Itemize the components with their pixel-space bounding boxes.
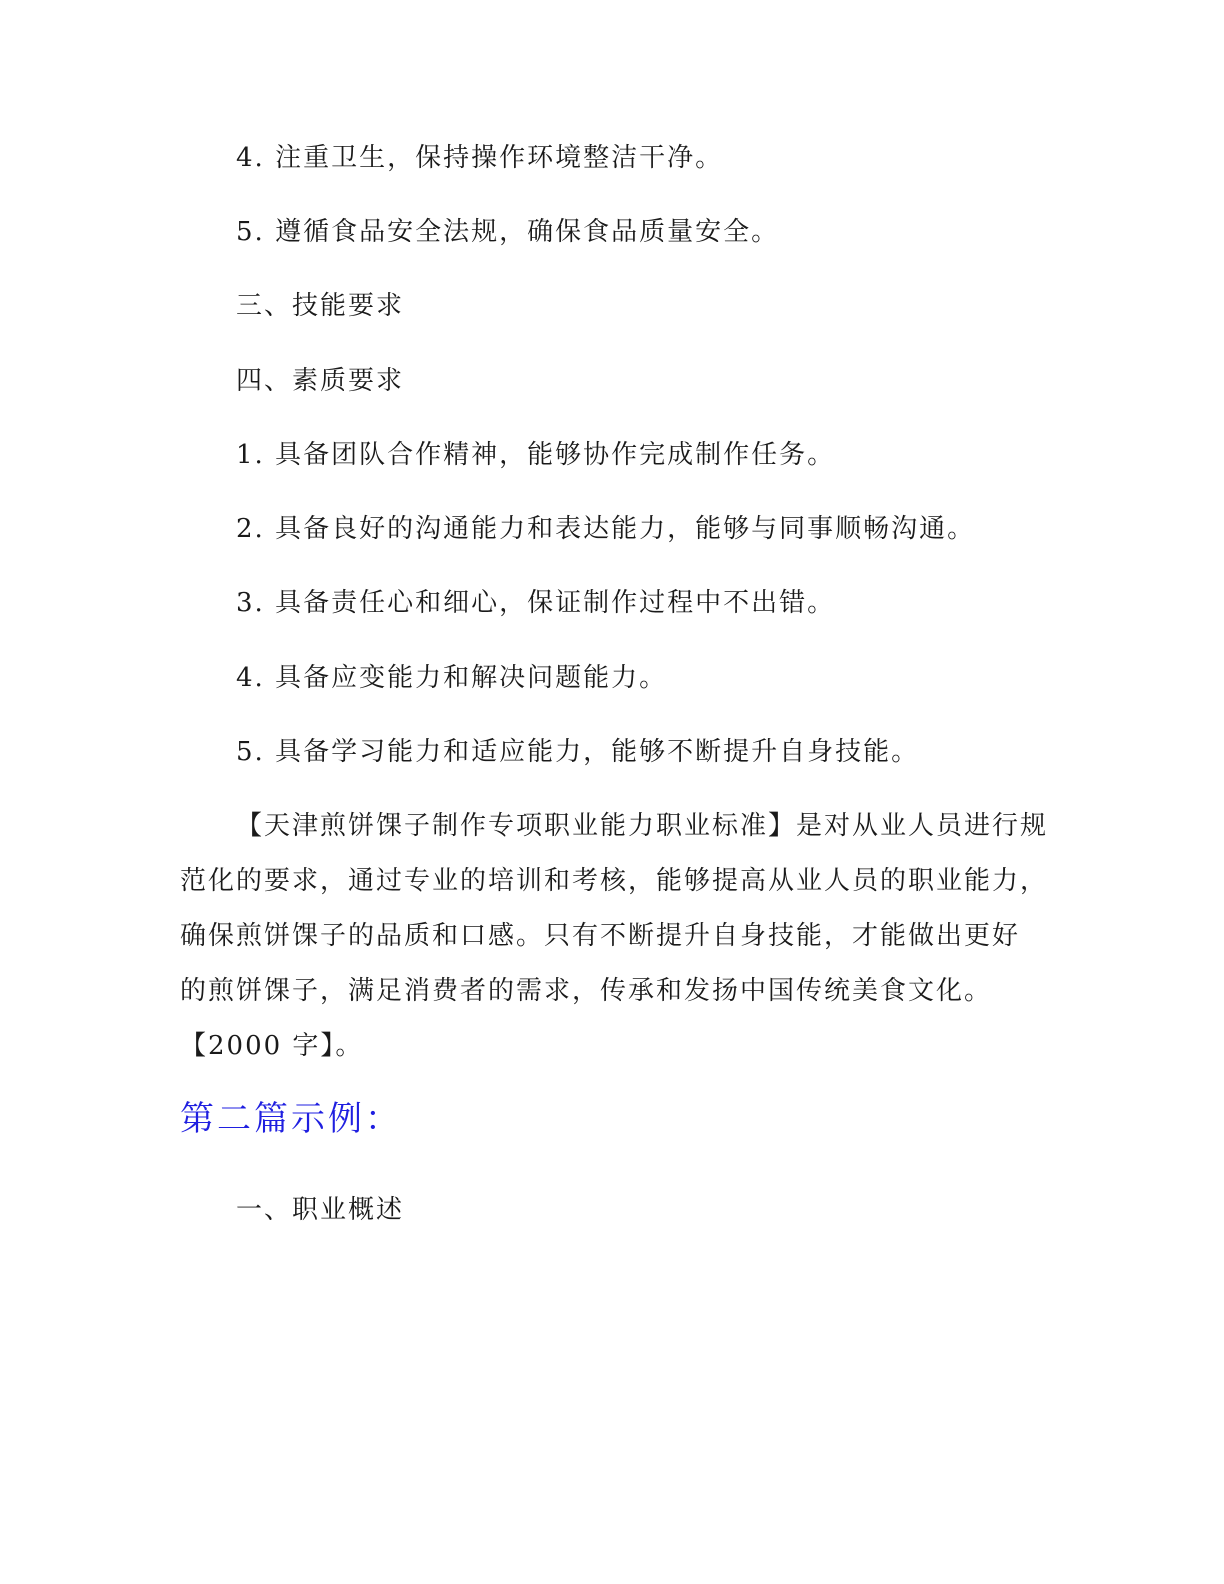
summary-line-1: 【天津煎饼馃子制作专项职业能力职业标准】是对从业人员进行规 bbox=[236, 811, 1049, 841]
summary-line-4: 的煎饼馃子，满足消费者的需求，传承和发扬中国传统美食文化。 bbox=[180, 976, 993, 1006]
list-item-hygiene-4: 4. 注重卫生，保持操作环境整洁干净。 bbox=[236, 143, 724, 173]
example-heading: 第二篇示例： bbox=[180, 1099, 402, 1139]
summary-line-2: 范化的要求，通过专业的培训和考核，能够提高从业人员的职业能力， bbox=[180, 866, 1049, 896]
summary-paragraph bbox=[180, 799, 1050, 1074]
quality-item-5: 5. 具备学习能力和适应能力，能够不断提升自身技能。 bbox=[236, 737, 920, 767]
quality-item-3: 3. 具备责任心和细心，保证制作过程中不出错。 bbox=[236, 588, 836, 618]
quality-item-2: 2. 具备良好的沟通能力和表达能力，能够与同事顺畅沟通。 bbox=[236, 514, 976, 544]
section-heading-overview: 一、职业概述 bbox=[236, 1195, 405, 1225]
list-item-food-safety-5: 5. 遵循食品安全法规，确保食品质量安全。 bbox=[236, 217, 780, 247]
quality-item-4: 4. 具备应变能力和解决问题能力。 bbox=[236, 663, 668, 693]
quality-item-1: 1. 具备团队合作精神，能够协作完成制作任务。 bbox=[236, 440, 836, 470]
section-heading-skills: 三、技能要求 bbox=[236, 291, 405, 321]
summary-line-5: 【2000 字】。 bbox=[180, 1031, 364, 1061]
summary-line-3: 确保煎饼馃子的品质和口感。只有不断提升自身技能，才能做出更好 bbox=[180, 921, 1021, 951]
section-heading-quality: 四、素质要求 bbox=[236, 366, 405, 396]
